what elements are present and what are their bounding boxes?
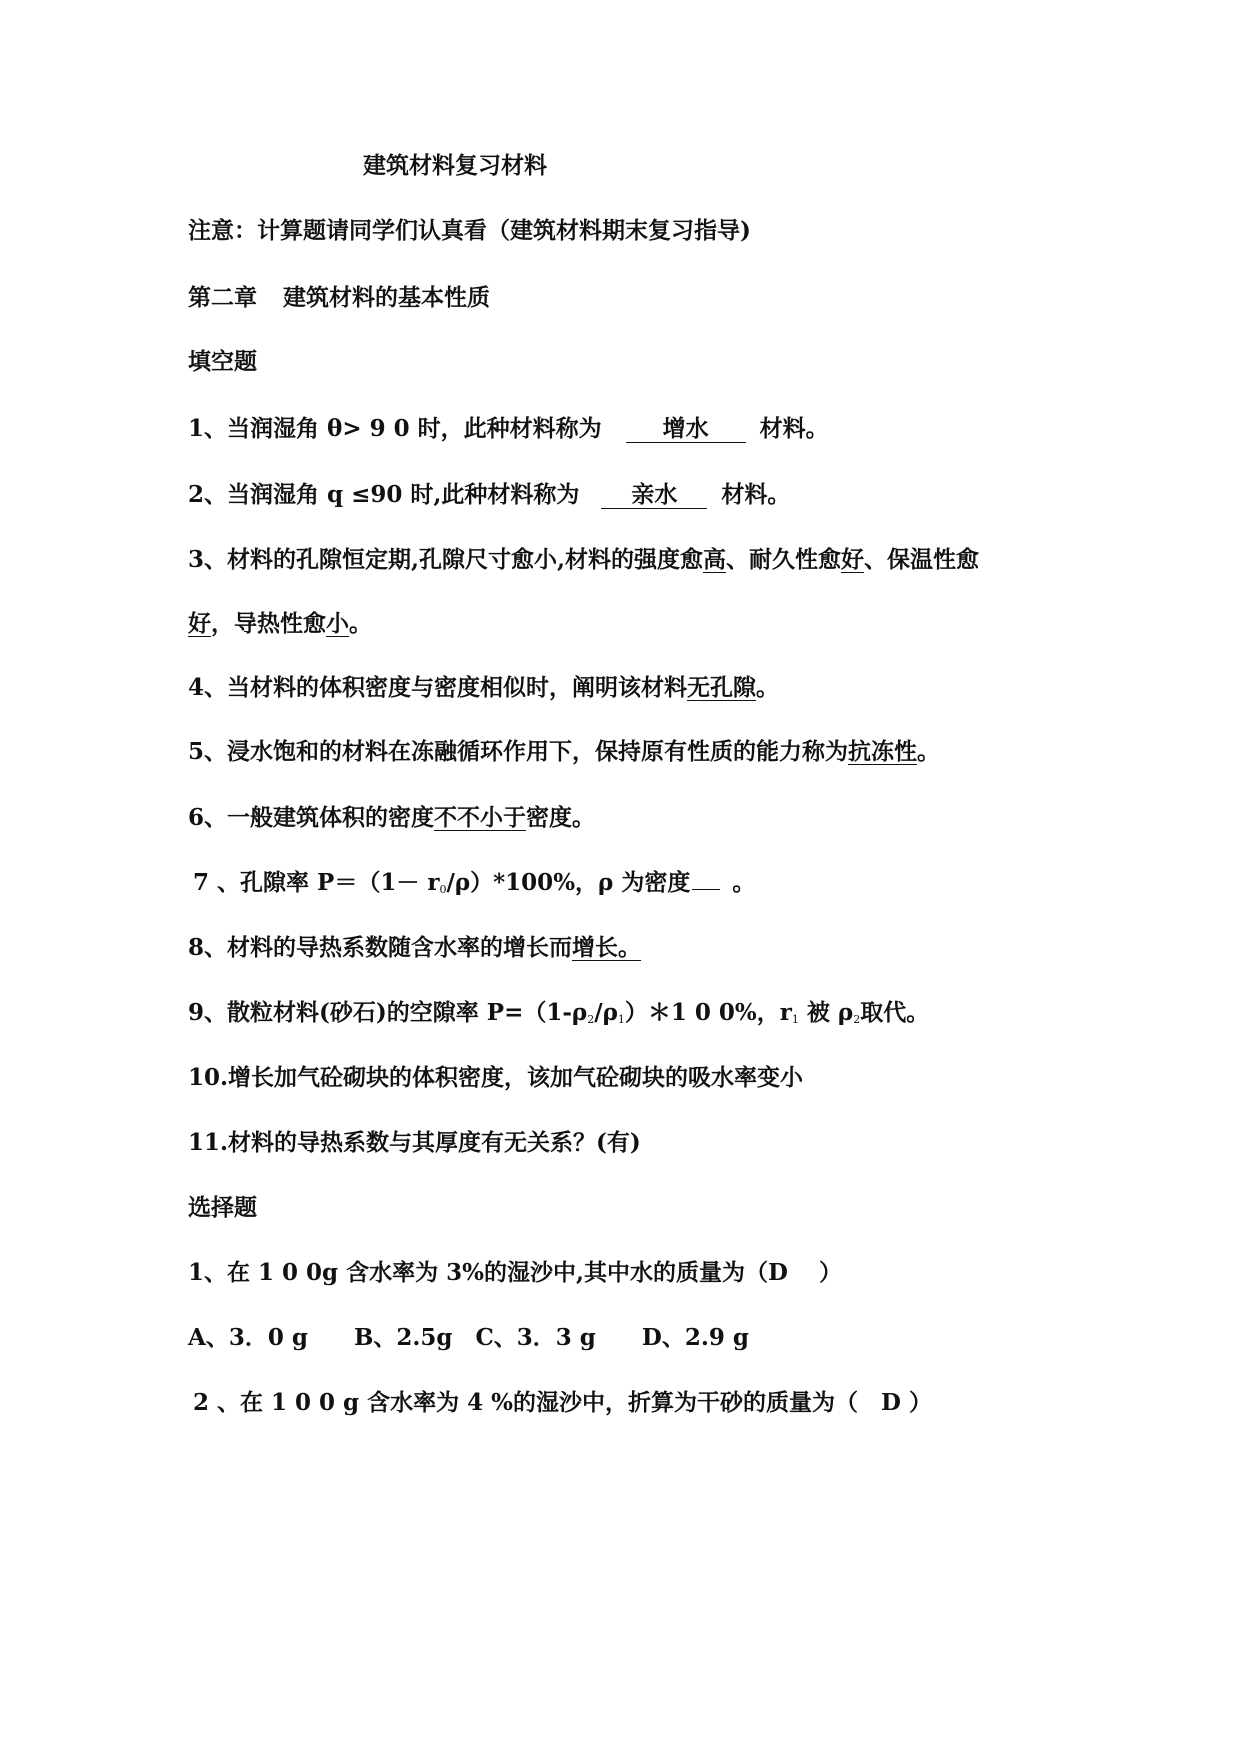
q7-text-a: 7 、孔隙率 P＝（1－ r [193,869,440,896]
fill-question-1 [188,414,829,444]
q9-text-c: ）＊1 0 0%，r [624,999,792,1026]
fill-question-4 [188,673,779,703]
q9-sub-3: 1 [791,1013,799,1026]
q9-text-d: 被 ρ [798,999,854,1026]
fill-question-3-cont [188,609,372,639]
choice-question-1: 1、在 1 0 0g 含水率为 3%的湿沙中,其中水的质量为（D ） [188,1259,842,1286]
q2-text: 2、当润湿角 q ≤90 时,此种材料称为 [188,481,580,508]
q7-blank [692,888,720,890]
q6-answer: 不不小于 [434,804,527,831]
q3-text-c: 、耐久性愈 [726,546,842,573]
fill-question-9 [188,998,929,1035]
choice-question-2: 2 、在 1 0 0 g 含水率为 4 %的湿沙中，折算为干砂的质量为（ D ） [193,1389,932,1416]
q5-suffix: 。 [917,738,941,765]
q9-sub-2: 1 [617,1013,625,1026]
q3-answer-durability: 好 [841,546,865,573]
q9-sub-4: 2 [853,1013,861,1026]
q6-suffix: 密度。 [526,804,596,831]
choice-question-1-options: A、3．0 g B、2.5g C、3．3 g D、2.9 g [188,1324,749,1351]
q9-text-b: /ρ [594,999,618,1026]
q5-text: 5、浸水饱和的材料在冻融循环作用下，保持原有性质的能力称为 [188,738,849,765]
q9-text-e: 取代。 [860,999,930,1026]
fill-question-8 [188,933,641,963]
q2-suffix: 材料。 [721,481,791,508]
q7-subscript: 0 [439,883,447,896]
q1-suffix: 材料。 [759,415,829,442]
fill-question-7 [193,868,755,905]
q7-text-b: /ρ）*100%，ρ 为密度 [446,869,691,896]
chapter-number: 第二章 [188,284,257,311]
q3-answer-conductivity: 小 [326,610,349,637]
fill-question-5 [188,737,940,767]
q2-answer-blank: 亲水 [601,483,707,509]
chapter-heading [188,283,490,313]
q3-text-a: 3、材料的孔隙恒定期,孔隙尺寸愈小,材料的强度愈 [188,546,704,573]
q6-text: 6、一般建筑体积的密度 [188,804,435,831]
q8-text: 8、材料的导热系数随含水率的增长而 [188,934,573,961]
q1-answer-blank: 增水 [626,417,746,443]
q3-answer-strength: 高 [703,546,727,573]
q5-answer: 抗冻性 [848,738,918,765]
q4-text: 4、当材料的体积密度与密度相似时，阐明该材料 [188,674,688,701]
fill-question-6 [188,803,595,833]
choice-section-heading: 选择题 [188,1194,257,1221]
fill-question-10: 10.增长加气砼砌块的体积密度，该加气砼砌块的吸水率变小 [188,1064,804,1091]
fill-question-2 [188,480,790,510]
q3-text-g: ，导热性愈 [211,610,326,637]
fill-section-heading: 填空题 [188,348,257,375]
chapter-name: 建筑材料的基本性质 [283,284,490,311]
q1-text: 1、当润湿角 θ> 9 0 时，此种材料称为 [188,415,602,442]
fill-question-3 [188,545,979,575]
q7-suffix: 。 [732,869,756,896]
q9-text-a: 9、散粒材料(砂石)的空隙率 P=（1-ρ [188,999,588,1026]
note-line: 注意：计算题请同学们认真看（建筑材料期末复习指导) [188,217,751,244]
page-title: 建筑材料复习材料 [363,152,547,179]
q8-answer: 增长。 [572,934,642,961]
q4-suffix: 。 [756,674,780,701]
q3-text-e: 、保温性愈 [864,546,980,573]
fill-question-11: 11.材料的导热系数与其厚度有无关系？(有) [188,1129,641,1156]
q3-text-i: 。 [349,610,372,637]
q3-answer-insulation: 好 [188,610,211,637]
q9-sub-1: 2 [587,1013,595,1026]
q4-answer: 无孔隙 [687,674,757,701]
